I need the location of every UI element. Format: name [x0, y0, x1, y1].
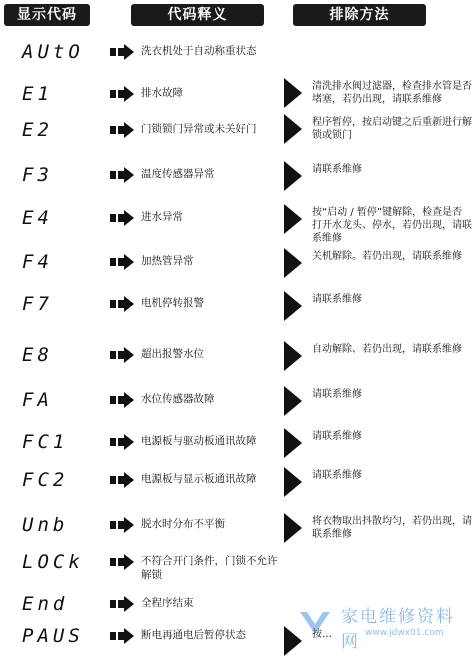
code-meaning: 进水异常 — [141, 211, 183, 223]
arrow-right-icon — [110, 347, 134, 363]
arrow-right-icon — [110, 517, 134, 533]
fix-method: 将衣物取出抖散均匀，若仍出现，请联系维修 — [312, 516, 472, 540]
code-meaning: 不符合开门条件，门锁不允许解锁 — [141, 555, 278, 581]
arrow-right-icon — [110, 210, 134, 226]
error-code: F7 — [22, 293, 53, 315]
triangle-arrow-icon — [282, 289, 304, 323]
arrow-right-icon — [110, 122, 134, 138]
code-meaning: 脱水时分布不平衡 — [141, 518, 225, 530]
code-meaning: 加热管异常 — [141, 255, 194, 267]
error-code: E4 — [22, 207, 53, 229]
code-meaning: 温度传感器异常 — [141, 168, 215, 180]
code-meaning: 洗衣机处于自动称重状态 — [141, 45, 257, 57]
code-meaning: 全程序结束 — [141, 597, 194, 609]
error-code: FC2 — [22, 469, 69, 491]
triangle-arrow-icon — [282, 426, 304, 460]
error-code: Unb — [22, 514, 69, 536]
header-code: 显示代码 — [4, 4, 90, 26]
arrow-right-icon — [110, 434, 134, 450]
code-meaning: 排水故障 — [141, 87, 183, 99]
triangle-arrow-icon — [282, 76, 304, 110]
arrow-right-icon — [110, 596, 134, 612]
fix-method: 关机解除。若仍出现，请联系维修 — [312, 251, 462, 262]
code-meaning: 电源板与显示板通讯故障 — [141, 473, 257, 485]
error-code: PAUS — [22, 625, 84, 647]
arrow-right-icon — [110, 254, 134, 270]
watermark-text: 家电维修资料网 — [341, 607, 455, 652]
error-code: E1 — [22, 83, 53, 105]
arrow-right-icon — [110, 554, 134, 570]
watermark-url: www.jdwx01.com — [365, 628, 444, 638]
header-meaning: 代码释义 — [131, 4, 264, 26]
error-code: FC1 — [22, 431, 69, 453]
arrow-right-icon — [110, 392, 134, 408]
error-code: FA — [22, 389, 53, 411]
fix-method: 请联系维修 — [312, 389, 362, 400]
fix-method: 请联系维修 — [312, 164, 362, 175]
fix-method: 程序暂停，按启动键之后重新进行解锁或锁门 — [312, 117, 472, 141]
watermark-logo-icon — [295, 602, 335, 642]
error-code: E8 — [22, 344, 53, 366]
arrow-right-icon — [110, 472, 134, 488]
fix-method: 请联系维修 — [312, 294, 362, 305]
triangle-arrow-icon — [282, 202, 304, 236]
triangle-arrow-icon — [282, 465, 304, 499]
error-code: F4 — [22, 251, 53, 273]
code-meaning: 电源板与驱动板通讯故障 — [141, 435, 257, 447]
watermark — [295, 602, 473, 652]
code-meaning: 水位传感器故障 — [141, 393, 215, 405]
code-meaning: 断电再通电后暂停状态 — [141, 629, 246, 641]
triangle-arrow-icon — [282, 384, 304, 418]
triangle-arrow-icon — [282, 339, 304, 373]
code-meaning: 电机停转报警 — [141, 297, 204, 309]
triangle-arrow-icon — [282, 159, 304, 193]
arrow-right-icon — [110, 86, 134, 102]
arrow-right-icon — [110, 44, 134, 60]
error-code: E2 — [22, 119, 53, 141]
error-code: F3 — [22, 164, 53, 186]
error-code: End — [22, 593, 69, 615]
arrow-right-icon — [110, 296, 134, 312]
error-code: LOCk — [22, 551, 84, 573]
code-meaning: 门锁锁门异常或未关好门 — [141, 123, 257, 135]
code-meaning: 超出报警水位 — [141, 348, 204, 360]
fix-method: 清洗排水阀过滤器，检查排水管是否堵塞，若仍出现，请联系维修 — [312, 81, 472, 105]
header-fix: 排除方法 — [293, 4, 426, 26]
fix-method: 自动解除、若仍出现，请联系维修 — [312, 344, 462, 355]
fix-method: 按“启动 / 暂停”键解除，检查是否打开水龙头、停水，若仍出现，请联系维修 — [312, 207, 472, 244]
fix-method: 请联系维修 — [312, 431, 362, 442]
fix-method: 请联系维修 — [312, 470, 362, 481]
fix-method: 按… — [312, 629, 332, 640]
triangle-arrow-icon — [282, 112, 304, 146]
error-code: AUtO — [22, 41, 84, 63]
arrow-right-icon — [110, 628, 134, 644]
triangle-arrow-icon — [282, 511, 304, 545]
triangle-arrow-icon — [282, 246, 304, 280]
arrow-right-icon — [110, 167, 134, 183]
